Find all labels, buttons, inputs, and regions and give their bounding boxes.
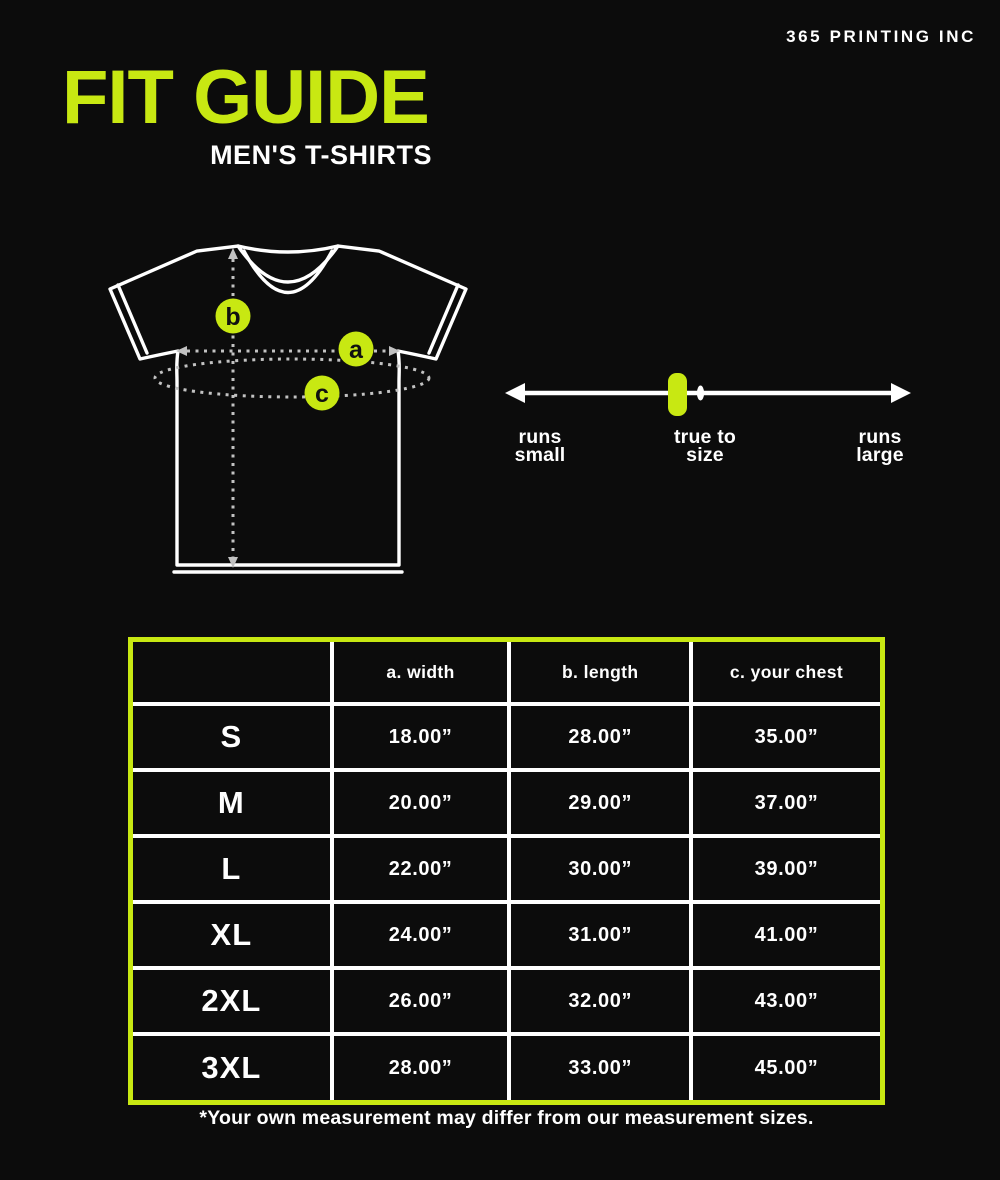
length-cell: 29.00”	[509, 770, 691, 836]
footnote: *Your own measurement may differ from our measurement sizes.	[199, 1107, 814, 1129]
page-subtitle: MEN'S T-SHIRTS	[210, 140, 432, 170]
table-row	[133, 836, 880, 902]
table-row	[133, 902, 880, 968]
width-cell: 20.00”	[332, 770, 510, 836]
header-cell-width: a. width	[332, 642, 510, 704]
chest-cell: 37.00”	[691, 770, 880, 836]
length-cell: 31.00”	[509, 902, 691, 968]
brand-text: 365 PRINTING INC	[786, 27, 976, 46]
marker-a	[339, 332, 374, 367]
table-header-row	[133, 642, 880, 704]
fit-scale	[498, 358, 918, 428]
width-cell: 28.00”	[332, 1034, 510, 1100]
table-row	[133, 1034, 880, 1100]
marker-c	[305, 376, 340, 411]
fit-scale-indicator	[668, 373, 687, 416]
length-cell: 28.00”	[509, 704, 691, 770]
marker-c-label: c	[315, 380, 329, 408]
marker-b	[216, 299, 251, 334]
size-cell: 2XL	[133, 968, 332, 1034]
header-cell-length: b. length	[509, 642, 691, 704]
size-cell: 3XL	[133, 1034, 332, 1100]
fit-scale-left-arrowhead	[505, 383, 525, 403]
marker-a-label: a	[349, 336, 363, 364]
collar-inner-line	[244, 251, 332, 293]
width-cell: 18.00”	[332, 704, 510, 770]
length-arrow	[228, 248, 238, 568]
size-cell: L	[133, 836, 332, 902]
table-row	[133, 770, 880, 836]
size-table	[128, 637, 885, 1105]
chest-cell: 41.00”	[691, 902, 880, 968]
table-row	[133, 704, 880, 770]
fit-scale-right-arrowhead	[891, 383, 911, 403]
chest-cell: 39.00”	[691, 836, 880, 902]
width-cell: 24.00”	[332, 902, 510, 968]
table-row	[133, 968, 880, 1034]
tshirt-diagram	[88, 232, 492, 584]
length-cell: 30.00”	[509, 836, 691, 902]
size-cell: S	[133, 704, 332, 770]
chest-cell: 35.00”	[691, 704, 880, 770]
size-cell: XL	[133, 902, 332, 968]
chest-cell: 43.00”	[691, 968, 880, 1034]
size-cell: M	[133, 770, 332, 836]
label-runs-small: runs small	[514, 426, 566, 466]
marker-b-label: b	[225, 303, 241, 331]
header-cell-chest: c. your chest	[691, 642, 880, 704]
chest-cell: 45.00”	[691, 1034, 880, 1100]
length-cell: 32.00”	[509, 968, 691, 1034]
label-true-to-size: true to size	[673, 426, 737, 466]
fit-scale-dot	[697, 386, 704, 401]
width-cell: 26.00”	[332, 968, 510, 1034]
label-runs-large: runs large	[856, 426, 904, 466]
width-cell: 22.00”	[332, 836, 510, 902]
chest-ellipse	[155, 359, 429, 397]
header-cell-size	[133, 642, 332, 704]
page-title: FIT GUIDE	[62, 55, 429, 140]
length-cell: 33.00”	[509, 1034, 691, 1100]
